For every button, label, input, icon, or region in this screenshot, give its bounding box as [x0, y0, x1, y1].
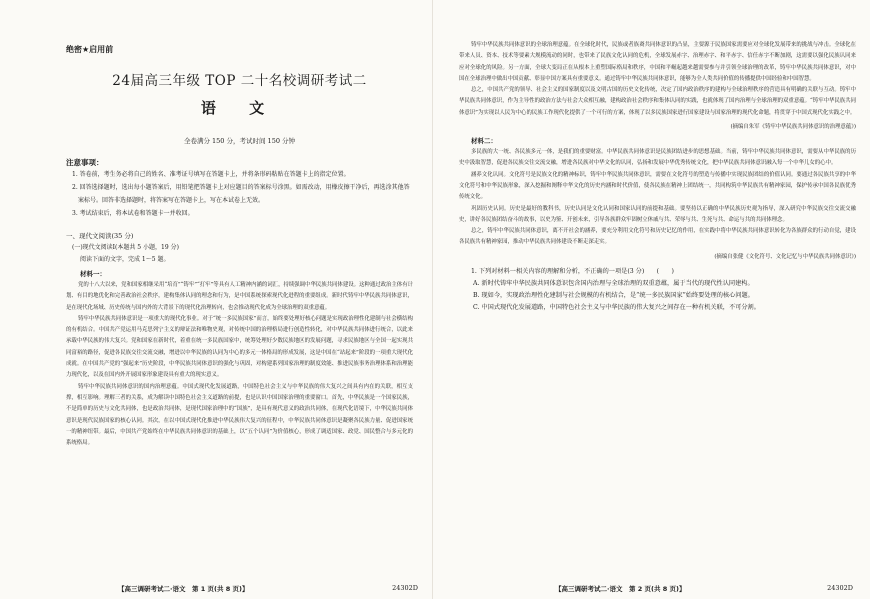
notice-item: 2. 回答选择题时，选出每小题答案后，用铅笔把答题卡上对应题目的答案标号涂黑。如需改动，用橡皮擦干净后，再选涂其他答案标号。回答非选择题时，将答案写在答题卡上，写在本试卷上无效。 — [72, 184, 410, 204]
section-heading: 一、现代文阅读(35 分) — [66, 232, 134, 240]
footer-label: 【高三调研考试二·语文 第 1 页(共 8 页)】 — [118, 585, 249, 593]
body-paragraph: 多民族的大一统、各民族多元一体，是我们的重要财富。中华民族共同体意识是民族团结进步的思想基础。当前，铸牢中华民族共同体意识，需要从中华民族的历史中汲取智慧，促进各民族交往交流交融，增进各民族对中华文化的认同，弘扬和发展中华优秀传统文化，把中华民族共同体意识融入每一个中华儿女的心中。 — [459, 149, 856, 167]
footer-code: 24302D — [827, 584, 853, 592]
question-option: C. 中国式现代化发展道路，中国特色社会主义与中华民族的伟大复兴之间存在一种有机关联，不可分割。 — [473, 303, 760, 311]
question-option: B. 现如今，实现政治理性化建制与社会规模的有机结合，是“统一多民族国家”始终要处理的核心问题。 — [473, 291, 754, 299]
source-citation: (摘编自张健《文化符号、文化记忆与中华民族共同体意识》) — [714, 253, 856, 260]
body-paragraph: 铸牢中华民族共同体意识的全球治理意蕴。在全球化时代，民族或者族裔共同体意识的凸显，主要源于民族国家需要应对全球化发展带来的挑战与冲击。全球化在带来人员、资本、技术等要素大规模流动的同时，也带来了民族文化认同的危机，全球发展赤字、治理赤字、和平赤字、信任赤字不断加剧，这需要以强化民族认同来应对全球化的风险。另一方面，全球大变局正在从根本上重塑国际格局和秩序，中国和平崛起越来越需要参与并引领全球治理的改革，铸牢中华民族共同体意识，对中国在全球治理中做出中国贡献、彰显中国方案具有重要意义。通过铸牢中华民族共同体意识，能够为全人类共同价值的传播提供中国经验和中国智慧。 — [459, 42, 856, 82]
page-footer — [555, 584, 853, 593]
footer-code: 24302D — [392, 584, 418, 592]
body-paragraph: 铸牢中华民族共同体意识是一项重大的现代化事业。对于“统一多民族国家”而言，始终要处理好核心问题是实现政治理性化建制与社会横结构的有机结合。中国共产党运用马克思列宁主义的辩证法和唯物史观，对传统中国的治理格局进行创造性转化，对中华民族共同体进行统合，以此来承载中华民族的伟大复兴。党和国家在新时代，着重在统一多民族国家中，统筹处理好少数民族地区的发展问题，寻求民族地区与全国一起实现共同富裕的路径，促进各民族交往交流交融，增进以中华民族的认同为中心的多元一体格局的形成发展，这是中国在“站起来”阶段的一项重大现代化成就。在中国共产党的“强起来”历史阶段，中华民族共同体意识的强化与巩固，对构建系列国家治理的制度效能、推进民族事务治理体系和治理能力现代化，以及在国内外开展国家形象建设具有重大的现实意义。 — [66, 315, 413, 379]
body-paragraph: 涵养文化认同。文化符号是民族文化的精神标识，铸牢中华民族共同体意识，需要在文化符号的塑造与传播中实现民族团结的价值认同。要通过各民族共享的中华文化符号和中华民族形象，深入挖掘和阐释中华文化的历史内涵和时代价值，使各民族在精神上团结统一，共同构筑中华民族共有精神家园，保护传承中国各民族优秀传统文化。 — [459, 171, 856, 201]
material-label: 材料一： — [80, 270, 106, 278]
body-paragraph: 总之，铸牢中华民族共同体意识，离不开社会的涵养，要充分利用文化符号和历史记忆的作用，在实践中将中华民族共同体意识转化为各族群众的行动自觉，建设各民族共有精神家园，推动中华民族共同体建设不断走深走实。 — [459, 228, 856, 246]
body-paragraph: 党的十八大以来，党和国家相继采用“培育”“铸牢”“打牢”等具有人工精神内涵的词汇，持续强调中华民族共同体建设。这种通过政治主体有计划、有目的地优化和完善政治社会秩序，建构集体认同的理念和行为，是中国系统探索现代化进程的重要组成。新时代铸牢中华民族共同体意识，是在现代化场域、历史传统与国内外的大背景下的现代化治理转向，也会推动现代化成为全球治理的双重意蕴。 — [66, 282, 413, 311]
body-paragraph: 巩固历史认同。历史是最好的教科书，历史认同是文化认同和国家认同的前提和基础。要坚持以正确的中华民族历史观为指导，深入研究中华民族交往交流交融史，讲好各民族团结奋斗的故事，以史为鉴、开创未来，引导各族群众牢固树立休戚与共、荣辱与共、生死与共、命运与共的共同体理念。 — [459, 205, 856, 223]
material-label: 材料二： — [471, 137, 497, 146]
body-paragraph: 铸牢中华民族共同体意识的国内治理意蕴。中国式现代化发展道路，中国特色社会主义与中华民族的伟大复兴之间具有内在的关联，相互支撑，相互影响。理解三者的关系，成为解读中国特色社会主义道路的前提，也是认识中国国家治理的重要窗口。首先，中华民族是一个国家民族，不是简单的历史与文化共同体，也是政治共同体，是现代国家治理中的“国族”，是具有现代意义的政治共同体，在现代化语境下，中华民族共同体意识是现代民族国家的核心认同。其次，在以中国式现代化推进中华民族伟大复兴的征程中，中华民族共同体意识是凝聚各民族力量、促进国家统一的精神纽带。最后，中国共产党始终在中华民族共同体意识的基础上，以“五个认同”为价值核心，形成了调适国家、政党、国民整合与多元化的系统格局。 — [66, 383, 413, 447]
reading-instruction: 阅读下面的文字，完成 1～5 题。 — [80, 256, 170, 263]
exam-meta: 全卷满分 150 分，考试时间 150 分钟 — [183, 137, 296, 145]
notice-heading: 注意事项： — [66, 158, 104, 167]
question-option: A. 新时代铸牢中华民族共同体意识包含国内治理与全球治理的双重意蕴，属于当代的现代性认同建构。 — [473, 279, 754, 287]
notice-item: 1. 答卷前，考生务必将自己的姓名、准考证号填写在答题卡上，并将条形码粘贴在答题卡上的指定位置。 — [72, 171, 350, 178]
secret-label: 绝密★启用前 — [66, 45, 114, 54]
question-stem: 1. 下列对材料一相关内容的理解和分析，不正确的一项是(3 分) ( ) — [471, 267, 674, 275]
subject-title: 语 文 — [200, 99, 279, 117]
exam-title: 24届高三年级 TOP 二十名校调研考试二 — [112, 73, 367, 89]
notice-item: 3. 考试结束后，将本试卷和答题卡一并收回。 — [72, 210, 194, 217]
body-paragraph: 总之，中国共产党的领导、社会主义的国家制度以及文明古国的历史文化传统，决定了国内政治秩序的建构与全球治理秩序的营造具有明确的关联与互动。铸牢中华民族共同体意识，作为主导性的政治方法与社会大众相互融，建构政治社会秩序和集体认同的实践，也就体现了国内治理与全球治理的双重意蕴。“铸牢中华民族共同体意识”为实现以人民为中心的民族工作现代化提供了一个可行的方案，体现了以多民族国家进行国家建设与国家治理的现代化命题，将贯穿于中国式现代化实践之中。 — [459, 87, 856, 116]
source-citation: (摘编自朱军《铸牢中华民族共同体意识的治理意蕴》) — [730, 124, 856, 131]
page-footer — [118, 584, 418, 593]
right-page — [435, 0, 870, 599]
footer-label: 【高三调研考试二·语文 第 2 页(共 8 页)】 — [555, 585, 686, 593]
subsection-heading: (一)现代文阅读Ⅰ(本题共 5 小题，19 分) — [72, 244, 179, 251]
